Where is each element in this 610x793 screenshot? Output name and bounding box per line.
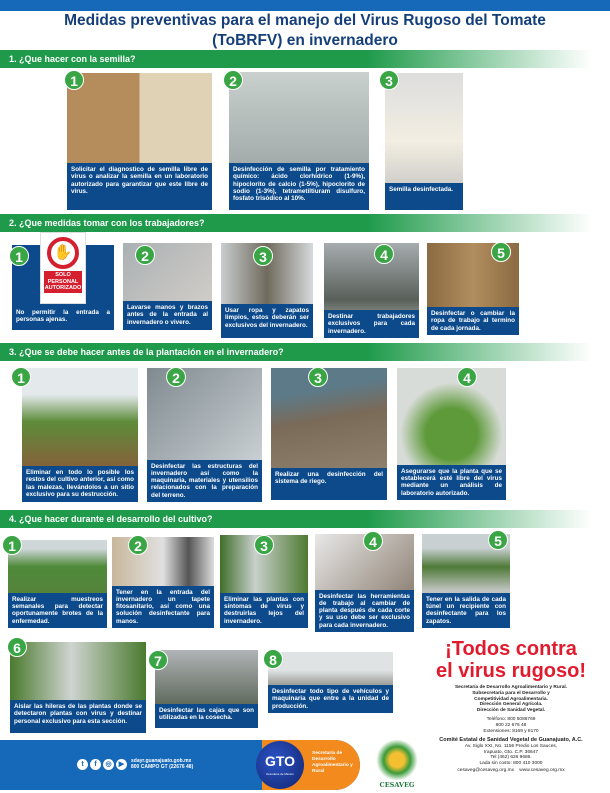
step-number: 8	[263, 649, 283, 669]
secretaria-label: Secretaría de Desarrollo Agroalimentario y Rural	[312, 751, 353, 774]
seed-card-3	[385, 73, 463, 210]
committee-name: Comité Estatal de Sanidad Vegetal de Guanajuato, A.C.	[439, 737, 583, 744]
seed-card-1	[67, 73, 212, 210]
seed-card-2	[229, 72, 369, 210]
card-text: Eliminar las plantas con síntomas de virus y destruirlas lejos del invernadero.	[220, 593, 308, 628]
card-text: Lavarse manos y brazos antes de la entrada al invernadero o vivero.	[123, 301, 212, 330]
preplant-card-1	[22, 368, 138, 502]
twitter-icon[interactable]: t	[77, 759, 88, 770]
preplant-card-3	[271, 368, 387, 500]
growth-card-2	[112, 537, 214, 628]
card-text: Solicitar el diagnostico de semilla libre de virus o analizar la semilla en un laboratorio autorizado para garantizar que este libre de virus.	[67, 163, 212, 210]
step-number: 2	[128, 535, 148, 555]
step-number: 1	[64, 70, 84, 90]
step-number: 4	[374, 244, 394, 264]
website-link[interactable]: sdayr.guanajuato.gob.mx	[131, 758, 192, 764]
section-1-heading: 1. ¿Que hacer con la semilla?	[0, 50, 610, 68]
gto-logo	[256, 741, 304, 789]
step-number: 6	[7, 637, 27, 657]
step-number: 7	[148, 650, 168, 670]
contact-links[interactable]: cesaveg@cesaveg.org.mx www.cesaveg.org.mx	[457, 768, 565, 774]
growth-card-4	[315, 534, 414, 632]
card-text: Desinfectar las estructuras del invernadero así como la maquinaria, materiales y utensilios relacionados con la preparación del terreno.	[147, 460, 262, 502]
section-4-heading: 4. ¿Que hacer durante el desarrollo del cultivo?	[0, 510, 610, 528]
card-text: Realizar muestreos semanales para detectar oportunamente brotes de la enfermedad.	[8, 593, 107, 628]
card-text: Asegurarse que la planta que se establecerá esté libre del virus mediante un análisis de laboratorio autorizado.	[397, 465, 506, 500]
youtube-icon[interactable]: ▶	[116, 759, 127, 770]
footer-contact	[131, 758, 193, 770]
right-info-column	[414, 638, 608, 777]
step-number: 4	[363, 531, 383, 551]
step-number: 1	[2, 535, 22, 555]
step-number: 2	[166, 367, 186, 387]
card-text: Desinfectar todo tipo de vehículos y maquinaria que entre a la unidad de producción.	[268, 685, 393, 713]
step-number: 3	[254, 535, 274, 555]
page-title: Medidas preventivas para el manejo del Virus Rugoso del Tomate (ToBRFV) en invernadero	[64, 12, 546, 49]
card-text: Aislar las hileras de las plantas donde se detectaron plantas con virus y destinar personal exclusivo para esta sección.	[10, 700, 146, 733]
card-text: Eliminar en todo lo posible los restos del cultivo anterior, así como las malezas, llevándolos a un sitio exclusivo para su destrucción.	[22, 466, 138, 502]
slogan: ¡Todos contra el virus rugoso!	[435, 638, 587, 682]
step-number: 1	[11, 367, 31, 387]
card-text: Desinfectar las cajas que son utilizadas en la cosecha.	[155, 704, 258, 728]
footer-phone: 800 CAMPO GT (22676 48)	[131, 764, 194, 770]
section-3-heading: 3. ¿Que se debe hacer antes de la plantación en el invernadero?	[0, 343, 610, 361]
sign-text: SOLO PERSONAL AUTORIZADO	[44, 272, 82, 291]
card-text: Realizar una desinfección del sistema de riego.	[271, 468, 387, 500]
step-number: 2	[223, 70, 243, 90]
card-text: Tener en la entrada del invernadero un tapete fitosanitario, así como una solución desinfectante para manos.	[112, 586, 214, 628]
cesaveg-logo	[375, 740, 419, 780]
stop-hand-icon: ✋	[47, 237, 79, 269]
card-text: Desinfectar o cambiar la ropa de trabajo al termino de cada jornada.	[427, 307, 519, 335]
growth-card-6	[10, 642, 146, 733]
step-number: 3	[253, 246, 273, 266]
step-number: 5	[491, 242, 511, 262]
card-text: Tener en la salida de cada túnel un recipiente con desinfectante para los zapatos.	[422, 593, 510, 628]
instagram-icon[interactable]: ◎	[103, 759, 114, 770]
step-number: 3	[379, 70, 399, 90]
growth-card-1	[8, 540, 107, 628]
step-number: 4	[457, 367, 477, 387]
step-number: 5	[488, 530, 508, 550]
preplant-card-2	[147, 368, 262, 502]
authorized-sign	[40, 232, 86, 304]
card-text: Usar ropa y zapatos limpios, estos deberán ser exclusivos del invernadero.	[221, 304, 313, 338]
step-number: 1	[9, 246, 29, 266]
card-text: Desinfección de semilla por tratamiento químico: ácido clorhídrico (1-9%), hipoclorito de calcio (1-5%), hipoclorito de sodio (1-3%), tetrametiltiuram disulfuro, fosfato trisódico al 10%.	[229, 163, 369, 210]
step-number: 3	[308, 367, 328, 387]
card-text: Semilla desinfectada.	[385, 183, 463, 210]
top-bar	[0, 0, 610, 11]
facebook-icon[interactable]: f	[90, 759, 101, 770]
gto-text: GTO	[264, 753, 296, 769]
workers-card-4	[324, 243, 419, 338]
growth-card-8	[268, 652, 393, 713]
card-text: Desinfectar las herramientas de trabajo al cambiar de planta después de cada corte y su uso debe ser exclusivo para cada invernadero.	[315, 590, 414, 632]
preplant-card-4	[397, 368, 506, 500]
phone-info: Teléfono: 800 5086769 800 22 676 48 Extensiones: 8169 y 8170	[483, 716, 539, 734]
committee-info: Comité Estatal de Sanidad Vegetal de Guanajuato, A.C. Av. Siglo XXI, No. 1156 Predio Los Sauces, Irapuato, Gto. C.P. 36647 Tel (462) 626 9686. Lada sin costo: 800 410 3000 cesaveg@cesaveg.org.mx www.cesaveg.org.mx	[414, 737, 608, 773]
growth-card-7	[155, 650, 258, 728]
agency-info: Secretaría de Desarrollo Agroalimentario y Rural. Subsecretaría para el Desarrollo y Competitividad Agroalimentaria. Dirección General Agrícola. Dirección de Sanidad Vegetal.	[454, 685, 568, 714]
cesaveg-label: CESAVEG	[379, 781, 415, 789]
gto-subtitle: Grandeza de México	[266, 772, 294, 776]
card-text: No permitir la entrada a personas ajenas.	[12, 306, 114, 330]
section-2-heading: 2. ¿Que medidas tomar con los trabajadores?	[0, 214, 610, 232]
card-text: Destinar trabajadores exclusivos para cada invernadero.	[324, 310, 419, 338]
step-number: 2	[135, 245, 155, 265]
